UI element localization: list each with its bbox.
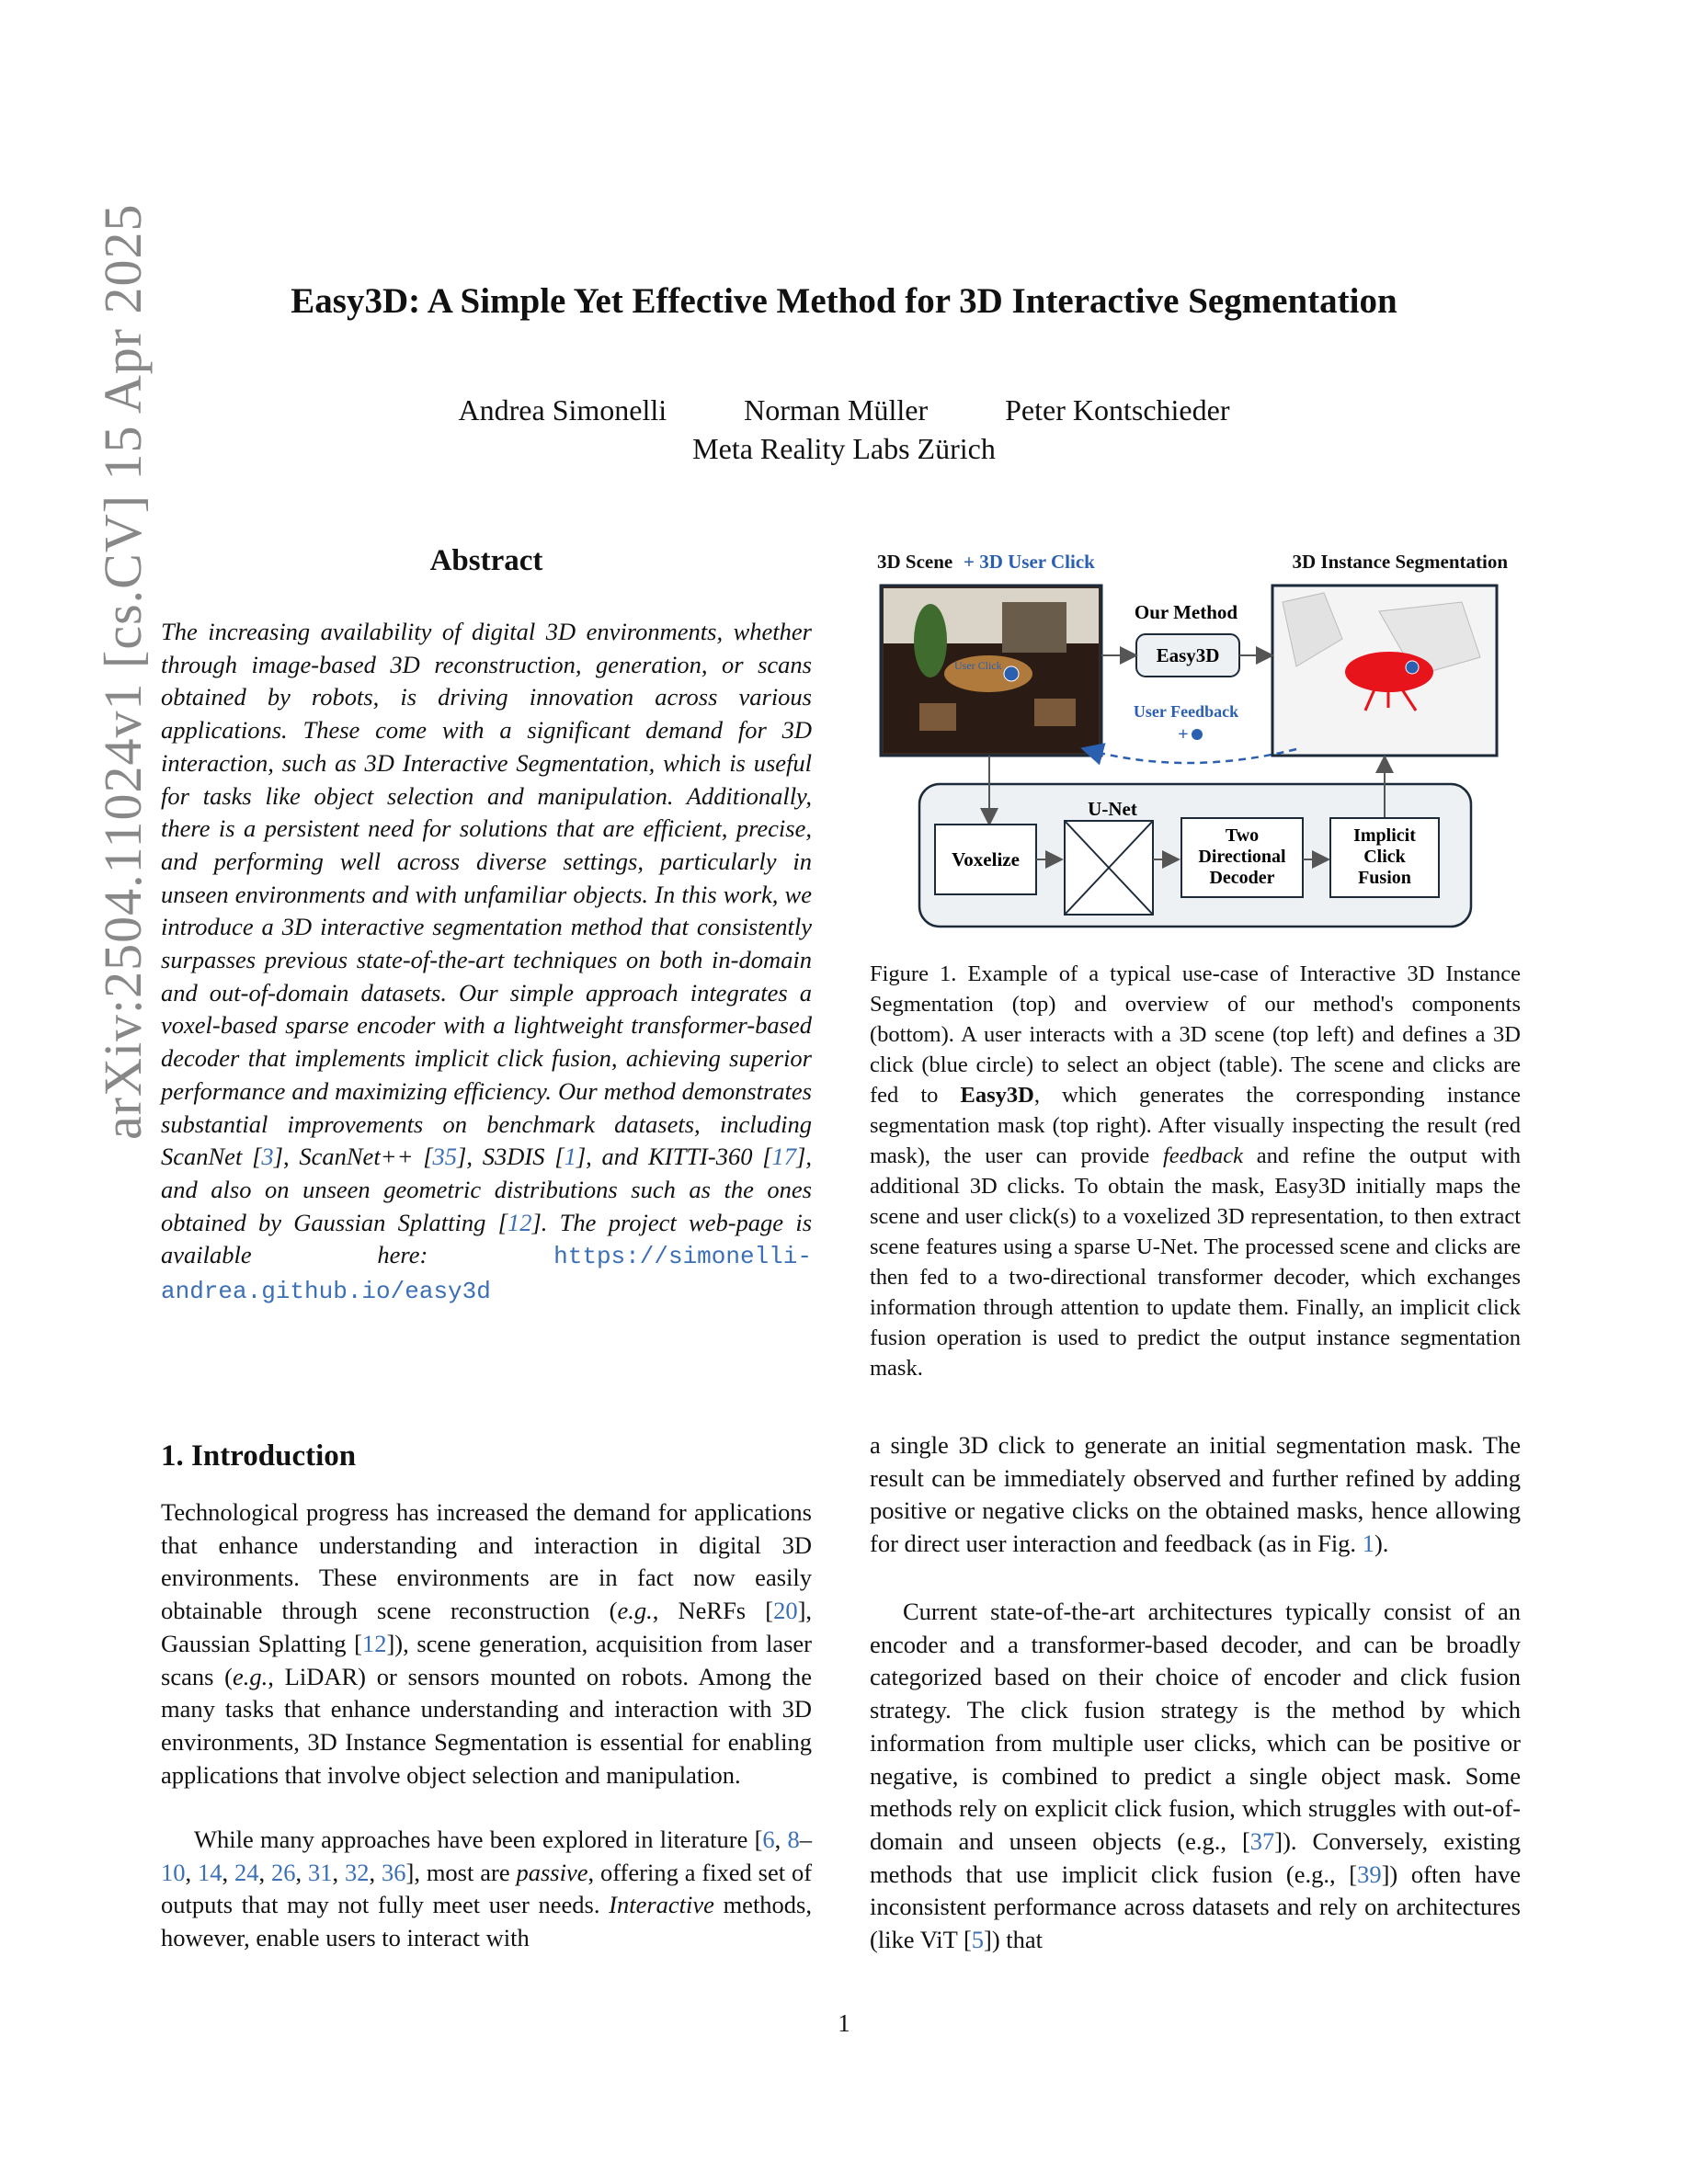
intro-paragraph-3: a single 3D click to generate an initial segmentation mask. The result can be immediately observed and further refined by adding positive or negative clicks on the obtained masks, hence allowing for direct user interaction and feedback (as in Fig. 1). [870, 1431, 1521, 1558]
segmentation-image [1272, 586, 1497, 756]
abstract-heading: Abstract [429, 544, 543, 577]
user-click-label: User Click [954, 659, 1002, 672]
fusion-label: Implicit [1353, 825, 1416, 846]
svg-text:+: + [1178, 724, 1189, 745]
segmentation-label: 3D Instance Segmentation [1292, 551, 1508, 573]
citation-link[interactable]: 14 [198, 1858, 222, 1886]
citation-link[interactable]: 8 [787, 1826, 800, 1853]
citation-link[interactable]: 37 [1249, 1826, 1275, 1855]
project-url-link[interactable]: https://simonelli-andrea.github.io/easy3d [161, 1243, 812, 1306]
citation-link[interactable]: 20 [773, 1597, 798, 1625]
decoder-label: Two [1225, 825, 1260, 846]
unet-shape [1065, 821, 1153, 915]
citation-link[interactable]: 39 [1357, 1860, 1382, 1888]
fusion-label: Click [1363, 847, 1406, 867]
citation-link[interactable]: 17 [771, 1143, 797, 1171]
intro-paragraph-1: Technological progress has increased the demand for applications that enhance understanding and interaction in digital 3D environments. These environments are in fact now easily obtainable through scene reconstruction (e.g., NeRFs [20], Gaussian Splatting [12]), scene generation, acquisition from laser scans (e.g., LiDAR) or sensors mounted on robots. Among the many tasks that enhance understanding and interaction with 3D environments, 3D Instance Segmentation is essential for enabling applications that involve object selection and manipulation. [161, 1498, 813, 1789]
citation-link[interactable]: 6 [762, 1826, 775, 1853]
decoder-label: Directional [1198, 847, 1286, 867]
abstract-body: The increasing availability of digital 3D environments, whether through image-based 3D reconstruction, generation, or scans obtained by robots, is driving innovation across various applications. These come with a significant demand for 3D interaction, such as 3D Interactive Segmentation, which is useful for tasks like object selection and manipulation. Additionally, there is a persistent need for solutions that are efficient, precise, and performing well across diverse settings, particularly in unseen environments and with unfamiliar objects. In this work, we introduce a 3D interactive segmentation method that consistently surpasses previous state-of-the-art techniques on both in-domain and out-of-domain datasets. Our simple approach integrates a voxel-based sparse encoder with a lightweight transformer-based decoder that implements implicit click fusion, achieving superior performance and maximizing efficiency. Our method demonstrates substantial improvements on benchmark datasets, including ScanNet [3], ScanNet++ [35], S3DIS [1], and KITTI-360 [17], and also on unseen geometric distributions such as the ones obtained by Gaussian Splatting [12]. The project web-page is available here: https://simonelli-andrea.github.io/easy3d [161, 618, 813, 1306]
figure-1-caption: Figure 1. Example of a typical use-case of Interactive 3D Instance Segmentation (top) and overview of our method's components (bottom). A user interacts with a 3D scene (top left) and defines a 3D click (blue circle) to select an object (table). The scene and clicks are fed to Easy3D, which generates the corresponding instance segmentation mask (top right). After visually inspecting the result (red mask), the user can provide feedback and refine the output with additional 3D clicks. To obtain the mask, Easy3D initially maps the scene and user click(s) to a voxelized 3D representation, to then extract scene features using a sparse U-Net. The processed scene and clicks are then fed to a two-directional transformer decoder, which exchanges information through attention to update them. Finally, an implicit click fusion operation is used to predict the output instance segmentation mask. [870, 961, 1522, 1381]
author-name: Norman Müller [744, 393, 929, 427]
fusion-label: Fusion [1358, 868, 1411, 888]
citation-link[interactable]: 24 [234, 1858, 259, 1886]
author-name: Andrea Simonelli [458, 393, 667, 427]
affiliation: Meta Reality Labs Zürich [692, 432, 996, 465]
click-label: + 3D User Click [964, 551, 1095, 573]
arxiv-identifier: arXiv:2504.11024v1 [cs.CV] 15 Apr 2025 [93, 203, 153, 1140]
voxelize-label: Voxelize [952, 848, 1020, 870]
citation-link[interactable]: 31 [308, 1858, 333, 1886]
citation-link[interactable]: 12 [361, 1629, 387, 1657]
method-label: Our Method [1134, 601, 1238, 623]
citation-link[interactable]: 5 [971, 1926, 985, 1954]
decoder-label: Decoder [1209, 868, 1275, 888]
author-list [0, 393, 1688, 427]
easy3d-box-label: Easy3D [1156, 644, 1220, 666]
feedback-arrow [1085, 749, 1296, 763]
intro-paragraph-2: While many approaches have been explored in literature [6, 8–10, 14, 24, 26, 31, 32, 36], most are passive, offering a fixed set of outputs that may not fully meet user needs. Interactive methods, however, enable users to interact with [161, 1826, 813, 1952]
citation-link[interactable]: 3 [261, 1143, 274, 1171]
introduction-heading: 1. Introduction [161, 1439, 357, 1473]
citation-link[interactable]: 32 [345, 1858, 370, 1886]
scene-label: 3D Scene [877, 551, 953, 573]
figure-1-diagram [864, 538, 1526, 933]
citation-link[interactable]: 10 [161, 1858, 186, 1886]
unet-label: U-Net [1088, 798, 1137, 820]
citation-link[interactable]: 26 [271, 1858, 296, 1886]
citation-link[interactable]: 1 [564, 1143, 576, 1171]
citation-link[interactable]: 35 [432, 1143, 458, 1171]
feedback-label: User Feedback [1133, 702, 1239, 721]
citation-link[interactable]: 12 [507, 1208, 532, 1236]
author-name: Peter Kontschieder [1005, 393, 1230, 427]
intro-paragraph-4: Current state-of-the-art architectures typically consist of an encoder and a transformer-based decoder, and can be broadly categorized based on their choice of encoder and click fusion strategy. The click fusion strategy is the method by which information from multiple user clicks, which can be positive or negative, is combined to predict a single object mask. Some methods rely on explicit click fusion, which struggles with out-of-domain and unseen objects (e.g., [37]). Conversely, existing methods that use implicit click fusion (e.g., [39]) often have inconsistent performance across datasets and rely on architectures (like ViT [5]) that [870, 1598, 1522, 1954]
page-number: 1 [838, 2009, 850, 2037]
scene-image [881, 586, 1101, 756]
figure-link[interactable]: 1 [1362, 1530, 1374, 1558]
paper-title: Easy3D: A Simple Yet Effective Method for 3D Interactive Segmentation [291, 281, 1397, 321]
citation-link[interactable]: 36 [382, 1858, 406, 1886]
